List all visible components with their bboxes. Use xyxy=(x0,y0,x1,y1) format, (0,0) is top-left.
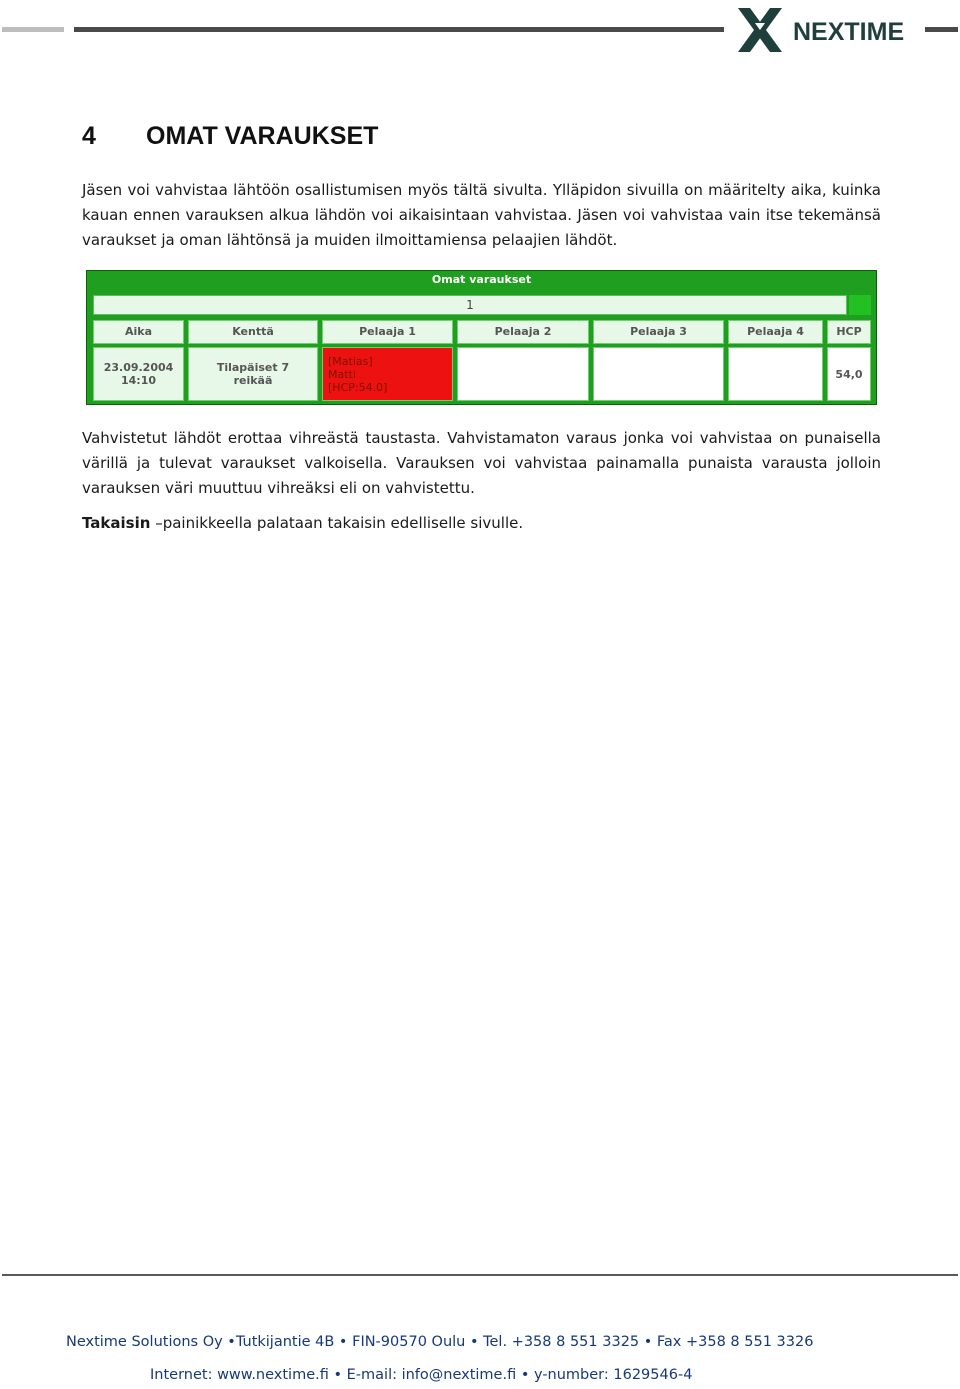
header-pelaaja-1: Pelaaja 1 xyxy=(322,320,453,344)
booking-table-title: Omat varaukset xyxy=(431,273,532,286)
header-rule-left xyxy=(2,27,64,32)
hcp-value: 54,0 xyxy=(835,367,863,381)
header-aika: Aika xyxy=(93,320,184,344)
colors-paragraph: Vahvistetut lähdöt erottaa vihreästä taustasta. Vahvistamaton varaus jonka voi vahvistaa on punaisella värillä ja tulevat varaukset valkoisella. Varauksen voi vahvistaa painamalla punaista varausta jolloin varauksen väri muuttuu vihreäksi eli on vahvistettu. xyxy=(82,429,881,497)
course-name: Tilapäiset 7 xyxy=(216,361,290,374)
cell-player-2 xyxy=(457,347,589,401)
header-pelaaja-4: Pelaaja 4 xyxy=(728,320,823,344)
player1-nick: [Matias] xyxy=(328,354,373,368)
section-number: 4 xyxy=(82,122,96,150)
cell-player-4 xyxy=(728,347,823,401)
header-kentta: Kenttä xyxy=(188,320,318,344)
player1-hcp: [HCP:54.0] xyxy=(328,380,388,394)
booking-time: 14:10 xyxy=(120,374,156,387)
logo-wordmark: NEXTIME xyxy=(793,18,905,46)
header-rule-right xyxy=(925,27,958,32)
footer-internet: Internet: www.nextime.fi • E-mail: info@nextime.fi • y-number: 1629546-4 xyxy=(150,1367,693,1383)
cell-datetime xyxy=(93,347,184,401)
booking-date: 23.09.2004 xyxy=(103,361,174,374)
cell-course xyxy=(188,347,318,401)
header-pelaaja-3: Pelaaja 3 xyxy=(593,320,724,344)
footer-rule xyxy=(2,1274,958,1276)
booking-table-screenshot xyxy=(86,270,877,405)
section-heading xyxy=(82,121,378,151)
section-title: OMAT VARAUKSET xyxy=(146,122,379,150)
booking-row-label: 1 xyxy=(93,295,847,315)
x-logo-icon xyxy=(736,6,784,54)
header-rule-main xyxy=(74,27,724,32)
course-holes: reikää xyxy=(233,374,273,387)
player1-name: Matti xyxy=(328,367,356,381)
back-paragraph xyxy=(82,511,881,536)
cell-player-3 xyxy=(593,347,724,401)
row-label-tail xyxy=(849,295,871,315)
intro-paragraph: Jäsen voi vahvistaa lähtöön osallistumisen myös tältä sivulta. Ylläpidon sivuilla on määritelty aika, kuinka kauan ennen varauksen alkua lähdön voi aikaisintaan vahvistaa. Jäsen voi vahvistaa vain itse tekemänsä varaukset ja oman lähtönsä ja muiden ilmoittamiensa pelaajien lähdöt. xyxy=(82,181,881,249)
cell-player-1-unconfirmed[interactable] xyxy=(322,347,453,401)
cell-hcp xyxy=(827,347,871,401)
header-hcp: HCP xyxy=(827,320,871,344)
back-label-bold: Takaisin xyxy=(82,514,151,532)
footer-contact: Nextime Solutions Oy •Tutkijantie 4B • FIN-90570 Oulu • Tel. +358 8 551 3325 • Fax +358 8 551 3326 xyxy=(66,1334,814,1350)
header-pelaaja-2: Pelaaja 2 xyxy=(457,320,589,344)
back-description: –painikkeella palataan takaisin edelliselle sivulle. xyxy=(150,514,524,532)
nextime-logo xyxy=(736,6,916,54)
